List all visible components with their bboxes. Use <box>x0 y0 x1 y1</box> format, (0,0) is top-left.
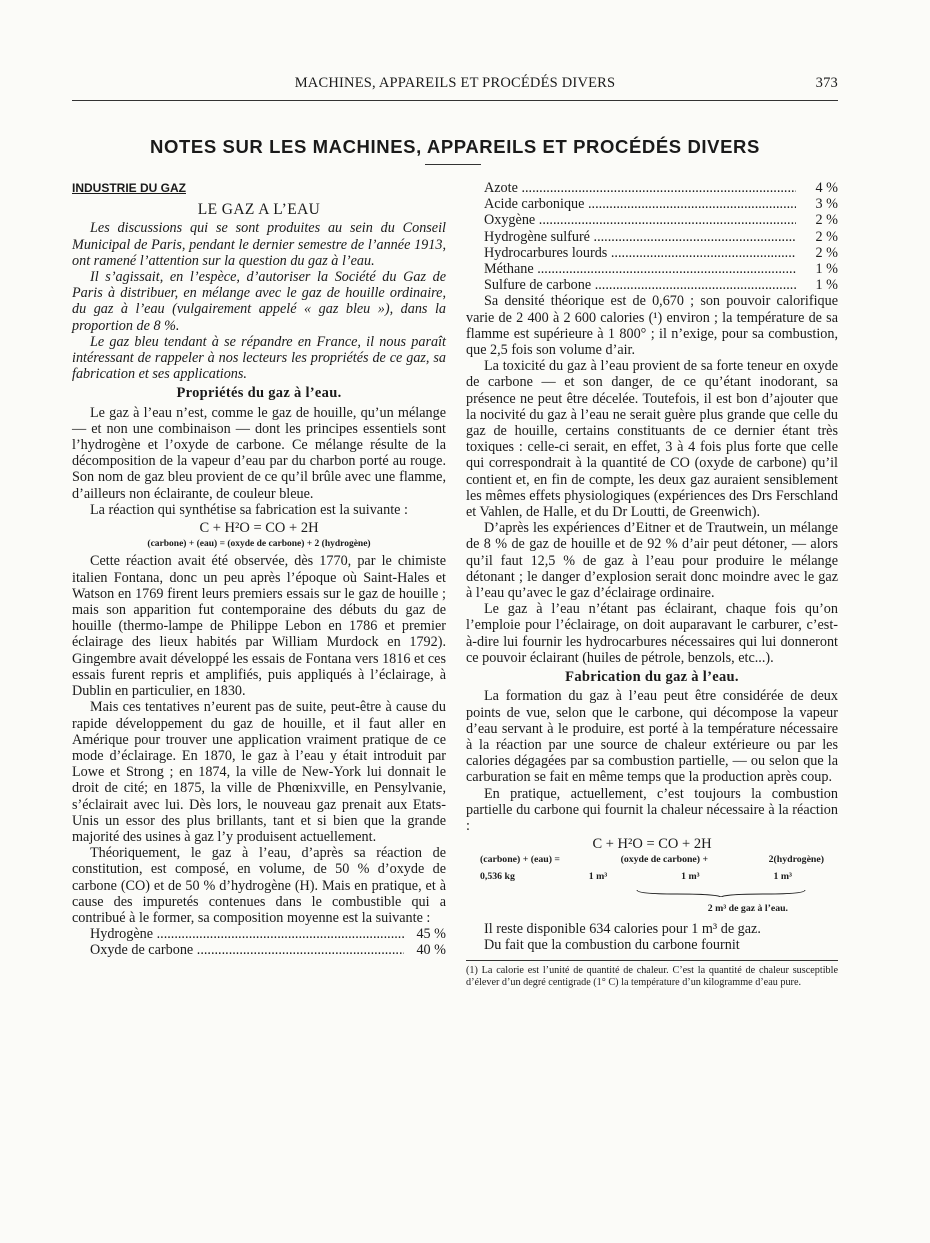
equation-labels <box>480 852 824 868</box>
paragraph: Le gaz à l’eau n’est, comme le gaz de houille, qu’un mélange — et non une combinaison — dont les principes essentiels sont l’hydrogène et l’oxyde de carbone. Ce mélange résulte de la décomposition de la vapeur d’eau par du charbon porté au rouge. Son nom de gaz bleu provient de ce qu’il brûle avec une flamme, d’ailleurs non éclairante, de couleur bleue. <box>72 404 446 502</box>
equation-label: (carbone) + (eau) = <box>480 854 560 866</box>
intro-paragraph: Il s’agissait, en l’espèce, d’autoriser la Société du Gaz de Paris à distribuer, en mélange avec le gaz de houille ordinaire, du gaz à l’eau (vulgairement appelé « gaz bleu »), dans la proportion de 8 %. <box>72 269 446 334</box>
paragraph: D’après les expériences d’Eitner et de Trautwein, un mélange de 8 % de gaz de houille et de 92 % d’air peut détoner, — alors qu’il faut 12,5 % de gaz à l’eau pour produire le mélange détonant ; le danger d’explosion serait donc moindre avec le gaz à l’eau qu’avec le gaz d’éclairage ordinaire. <box>466 520 838 602</box>
paragraph: Le gaz à l’eau n’étant pas éclairant, chaque fois qu’on l’emploie pour l’éclairage, on doit auparavant le carburer, c’est-à-dire lui fournir les hydrocarbures nécessaires qui lui donneront ce pouvoir éclairant (huiles de pétrole, benzols, etc...). <box>466 601 838 666</box>
composition-name: Méthane ..... <box>484 261 796 277</box>
composition-name: Hydrogène sulfuré ..... <box>484 229 796 245</box>
composition-row <box>484 229 838 245</box>
paragraph: En pratique, actuellement, c’est toujours la combustion partielle du carbone qui fournit la chaleur nécessaire à la réaction : <box>466 785 838 834</box>
composition-value: 2 % <box>815 244 838 261</box>
composition-value: 1 % <box>815 261 838 278</box>
paragraph: Sa densité théorique est de 0,670 ; son pouvoir calorifique varie de 2 400 à 2 600 calories (¹) environ ; la température de sa flamme est supérieure à 1 800° ; il n’exige, pour sa combustion, que 2,5 fois son volume d’air. <box>466 293 838 359</box>
page-number: 373 <box>815 75 838 91</box>
equation-quantities <box>480 869 792 885</box>
composition-row <box>484 196 838 212</box>
composition-row <box>484 212 838 228</box>
composition-value: 40 % <box>416 942 446 959</box>
footnote: (1) La calorie est l’unité de quantité de chaleur. C’est la quantité de chaleur susceptible d’élever d’un degré centigrade (1° C) la température d’un kilogramme d’eau pure. <box>466 964 838 988</box>
composition-row <box>90 942 446 958</box>
equation-quantity: 1 m³ <box>681 870 700 882</box>
rubric: INDUSTRIE DU GAZ <box>72 181 186 195</box>
composition-row <box>484 277 838 293</box>
composition-name: Sulfure de carbone ..... <box>484 277 796 293</box>
paragraph: Théoriquement, le gaz à l’eau, d’après sa réaction de constitution, est composé, en volume, de 50 % d’oxyde de carbone (CO) et de 50 % d’hydrogène (H). Mais en pratique, et à cause des impuretés contenues dans le combustible qui a contribué à le former, sa composition moyenne est la suivante : <box>72 845 446 926</box>
equation-labels: (carbone) + (eau) = (oxyde de carbone) + 2 (hydrogène) <box>147 539 371 550</box>
equation-label: 2(hydrogène) <box>768 854 824 866</box>
composition-row <box>90 926 446 942</box>
composition-value: 3 % <box>815 196 838 213</box>
article-title: LE GAZ A L’EAU <box>197 201 321 219</box>
equation-brace-label: 2 m³ de gaz à l’eau. <box>707 902 788 914</box>
subheading-fabrication: Fabrication du gaz à l’eau. <box>565 669 739 686</box>
composition-value: 45 % <box>416 926 446 943</box>
composition-value: 2 % <box>815 212 838 229</box>
intro-paragraph: Le gaz bleu tendant à se répandre en France, il nous paraît intéressant de rappeler à nos lecteurs les propriétés de ce gaz, sa fabrication et ses applications. <box>72 333 446 383</box>
composition-value: 1 % <box>815 277 838 294</box>
paragraph: La formation du gaz à l’eau peut être considérée de deux points de vue, selon que le carbone, qui décompose la vapeur d’eau servant à le produire, est porté à la température nécessaire à la réaction par une source de chaleur extérieure ou par les calories dégagées par sa combustion partielle, — ou selon que la carburation se fait en même temps que la production après coup. <box>466 688 838 786</box>
composition-name: Acide carbonique ..... <box>484 196 796 212</box>
equation-quantity: 0,536 kg <box>480 870 515 882</box>
composition-name: Azote ..... <box>484 180 796 196</box>
equation-brace <box>636 889 806 897</box>
right-column <box>466 180 838 989</box>
running-title: MACHINES, APPAREILS ET PROCÉDÉS DIVERS <box>294 75 616 91</box>
left-column <box>72 180 446 959</box>
header-rule <box>72 100 838 101</box>
composition-row <box>484 180 838 196</box>
equation: C + H²O = CO + 2H <box>592 836 712 853</box>
paragraph: Mais ces tentatives n’eurent pas de suite, peut-être à cause du rapide développement du gaz de houille, et il faut aller en Amérique pour trouver une application vraiment pratique de ce mode d’éclairage. En 1870, le gaz à l’eau y était introduit par Lowe et Strong ; en 1874, la ville de New-York lui donnait le droit de cité; en 1875, la ville de Phœnixville, en Pensylvanie, s’éclairait avec lui. Dès lors, le nouveau gaz prenait aux Etats-Unis un essor des plus brillants, tant et si bien que la grande majorité des usines à gaz l’y produisent actuellement. <box>72 699 446 845</box>
composition-row <box>484 245 838 261</box>
subheading-properties: Propriétés du gaz à l’eau. <box>176 385 342 402</box>
composition-value: 4 % <box>815 180 838 196</box>
composition-name: Oxyde de carbone ..... <box>90 942 404 958</box>
composition-name: Hydrogène ..... <box>90 926 404 942</box>
section-title: NOTES SUR LES MACHINES, APPAREILS ET PROCÉDÉS DIVERS <box>150 136 760 157</box>
footnote-rule <box>466 960 838 961</box>
composition-name: Oxygène ..... <box>484 212 796 228</box>
composition-row <box>484 261 838 277</box>
intro-paragraph: Les discussions qui se sont produites au sein du Conseil Municipal de Paris, pendant le dernier semestre de l’année 1913, ont ramené l’attention sur la question du gaz à l’eau. <box>72 220 446 269</box>
equation-quantity: 1 m³ <box>588 870 608 882</box>
paragraph: La réaction qui synthétise sa fabrication est la suivante : <box>90 501 408 518</box>
paragraph: Cette réaction avait été observée, dès 1770, par le chimiste italien Fontana, donc un peu après l’époque où Saint-Hales et Watson en 1769 firent leurs premiers essais sur le gaz de houille ; mais son apparition fut contemporaine des débuts du gaz de houille (thermo-lampe de Philippe Lebon en 1786 et premier éclairage des lieux habités par William Murdock en 1792). Gingembre avait développé les essais de Fontana vers 1816 et ces essais furent repris et amplifiés, puis appliqués à l’éclairage, à Dublin en particulier, en 1830. <box>72 553 446 700</box>
equation: C + H²O = CO + 2H <box>199 520 319 537</box>
paragraph: Du fait que la combustion du carbone fournit <box>484 937 740 954</box>
equation-quantity: 1 m³ <box>773 870 792 882</box>
composition-value: 2 % <box>815 228 838 245</box>
paragraph: La toxicité du gaz à l’eau provient de sa forte teneur en oxyde de carbone — et son danger, de ce qu’étant inodorant, sa présence ne peut être décelée. Toutefois, il est bon d’ajouter que la nocivité du gaz à l’eau ne serait guère plus grande que celle du gaz de houille, certains constituants de ce dernier étant très toxiques : celle-ci serait, en effet, 3 à 4 fois plus forte que celle qui correspondrait à la quantité de CO (oxyde de carbone) qu’il contient et, en fin de compte, les deux gaz auraient sensiblement les mêmes effets physiologiques (expériences des Drs Ferschland et Vahlen, de Halle, et du Dr Loutti, de Greenwich). <box>466 358 838 521</box>
running-header <box>72 75 838 97</box>
paragraph: Il reste disponible 634 calories pour 1 m³ de gaz. <box>484 921 761 938</box>
title-rule <box>425 164 481 165</box>
equation-label: (oxyde de carbone) + <box>620 854 709 866</box>
composition-name: Hydrocarbures lourds ..... <box>484 245 796 261</box>
